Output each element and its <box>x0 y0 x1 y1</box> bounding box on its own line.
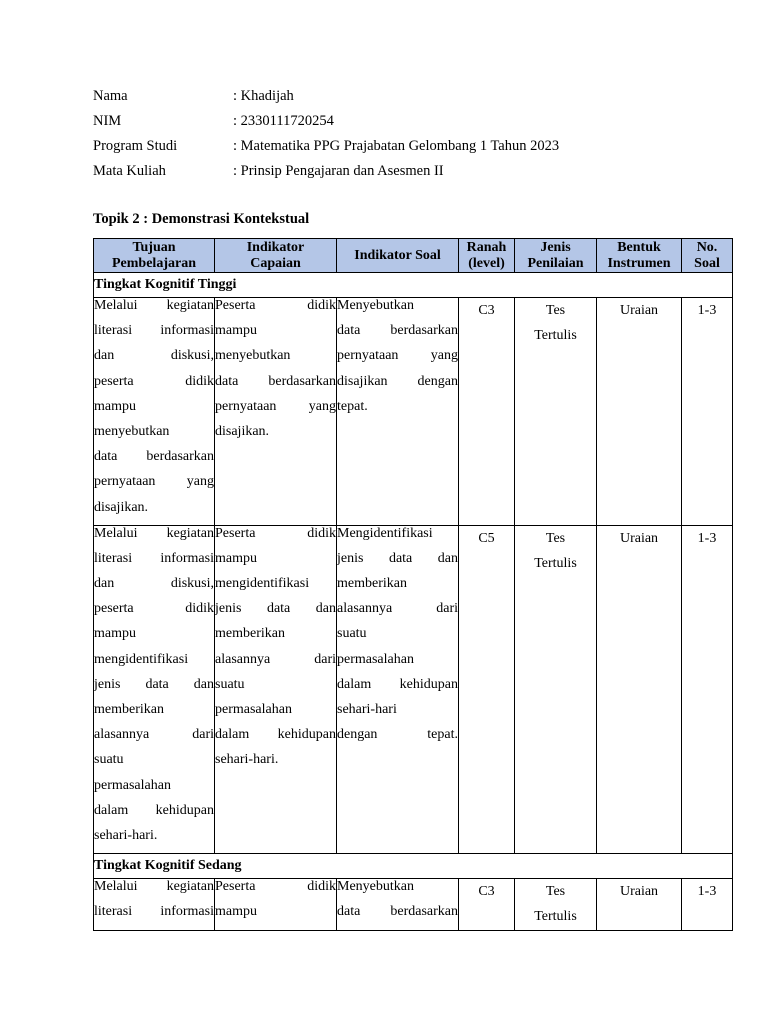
cell-line: sehari-hari. <box>215 752 279 768</box>
table-row <box>94 525 733 853</box>
cell-line: alasannya dari <box>215 651 336 667</box>
cell-soal <box>337 525 459 853</box>
header-indikator-soal: Indikator Soal <box>337 239 459 273</box>
cell-line: data berdasarkan <box>215 373 336 389</box>
cell-line: literasi informasi <box>94 904 214 920</box>
cell-line: sehari-hari <box>337 702 397 717</box>
cell-line: literasi informasi <box>94 323 214 339</box>
cell-line: menyebutkan <box>94 423 170 439</box>
cell-line: mengidentifikasi <box>94 651 189 667</box>
header-jenis-penilaian: Jenis Penilaian <box>515 239 597 273</box>
cell-tujuan <box>94 879 215 930</box>
cell-capaian <box>215 879 337 930</box>
cell-line: dan diskusi, <box>94 576 214 592</box>
cell-line: suatu <box>215 676 245 692</box>
student-info <box>93 86 559 186</box>
header-indikator-capaian: Indikator Capaian <box>215 239 337 273</box>
cell-ranah: C3 <box>459 879 515 930</box>
cell-no: 1-3 <box>682 525 733 853</box>
cell-jenis: Tes Tertulis <box>515 298 597 526</box>
cell-line: tepat. <box>337 398 368 414</box>
header-bentuk-instrumen: Bentuk Instrumen <box>597 239 682 273</box>
cell-line: jenis data dan <box>337 550 458 566</box>
table-row <box>94 298 733 526</box>
cell-line: mampu <box>94 626 136 642</box>
cell-line: mampu <box>94 398 136 414</box>
cell-line: dengan tepat. <box>337 727 458 743</box>
cell-capaian <box>215 298 337 526</box>
cell-line: data berdasarkan <box>94 449 214 465</box>
section-tingkat-tinggi: Tingkat Kognitif Tinggi <box>94 273 733 298</box>
cell-line: Peserta didik <box>215 879 336 895</box>
cell-line: alasannya dari <box>337 601 458 617</box>
cell-line: peserta didik <box>94 601 214 617</box>
table-row <box>94 879 733 930</box>
info-row-program-studi <box>93 136 559 161</box>
cell-bentuk: Uraian <box>597 879 682 930</box>
cell-line: permasalahan <box>215 702 292 717</box>
cell-line: Menyebutkan <box>337 298 414 313</box>
cell-line: peserta didik <box>94 373 214 389</box>
info-label: Program Studi <box>93 138 178 154</box>
cell-line: disajikan dengan <box>337 373 458 389</box>
cell-line: mampu <box>215 904 257 920</box>
cell-line: memberikan <box>94 702 164 717</box>
cell-line: mengidentifikasi <box>215 576 310 592</box>
cell-line: mampu <box>215 550 257 566</box>
cell-line: dalam kehidupan <box>337 676 458 692</box>
cell-tujuan <box>94 525 215 853</box>
info-label: Mata Kuliah <box>93 163 166 179</box>
cell-line: mampu <box>215 323 257 339</box>
info-row-mata-kuliah <box>93 161 559 186</box>
cell-bentuk: Uraian <box>597 298 682 526</box>
info-row-nama <box>93 86 559 111</box>
cell-line: sehari-hari. <box>94 827 158 843</box>
cell-line: jenis data dan <box>215 601 336 617</box>
info-label: NIM <box>93 113 122 129</box>
section-tingkat-sedang: Tingkat Kognitif Sedang <box>94 854 733 879</box>
header-ranah: Ranah (level) <box>459 239 515 273</box>
info-value: : Khadijah <box>233 88 294 104</box>
cell-line: permasalahan <box>337 651 414 667</box>
cell-line: literasi informasi <box>94 550 214 566</box>
assessment-table <box>93 238 733 931</box>
cell-line: memberikan <box>215 626 285 642</box>
cell-bentuk: Uraian <box>597 525 682 853</box>
cell-no: 1-3 <box>682 298 733 526</box>
cell-line: disajikan. <box>94 499 149 515</box>
cell-line: data berdasarkan <box>337 323 458 339</box>
cell-ranah: C5 <box>459 525 515 853</box>
cell-capaian <box>215 525 337 853</box>
cell-line: suatu <box>94 752 124 768</box>
cell-line: Menyebutkan <box>337 879 414 895</box>
cell-line: Mengidentifikasi <box>337 525 433 541</box>
cell-ranah: C3 <box>459 298 515 526</box>
cell-line: suatu <box>337 626 367 642</box>
cell-line: menyebutkan <box>215 348 291 364</box>
info-row-nim <box>93 111 559 136</box>
cell-line: data berdasarkan <box>337 904 458 920</box>
cell-line: dalam kehidupan <box>94 802 214 818</box>
info-value: : Prinsip Pengajaran dan Asesmen II <box>233 163 444 179</box>
cell-line: pernyataan yang <box>337 348 458 364</box>
cell-tujuan <box>94 298 215 526</box>
cell-line: pernyataan yang <box>94 474 214 490</box>
cell-line: pernyataan yang <box>215 398 336 414</box>
cell-line: permasalahan <box>94 777 171 793</box>
cell-jenis: Tes Tertulis <box>515 525 597 853</box>
info-label: Nama <box>93 88 128 104</box>
cell-soal <box>337 298 459 526</box>
header-no-soal: No. Soal <box>682 239 733 273</box>
cell-line: Peserta didik <box>215 298 336 313</box>
cell-line: Melalui kegiatan <box>94 298 214 313</box>
info-value: : Matematika PPG Prajabatan Gelombang 1 Tahun 2023 <box>233 138 560 154</box>
topic-heading: Topik 2 : Demonstrasi Kontekstual <box>93 211 310 227</box>
cell-jenis: Tes Tertulis <box>515 879 597 930</box>
table-header-row <box>94 239 733 273</box>
cell-line: dan diskusi, <box>94 348 214 364</box>
cell-line: dalam kehidupan <box>215 727 336 743</box>
cell-soal <box>337 879 459 930</box>
header-tujuan: Tujuan Pembelajaran <box>94 239 215 273</box>
cell-line: Melalui kegiatan <box>94 525 214 541</box>
cell-no: 1-3 <box>682 879 733 930</box>
cell-line: Melalui kegiatan <box>94 879 214 895</box>
cell-line: memberikan <box>337 576 407 592</box>
info-value: : 2330111720254 <box>233 113 334 129</box>
cell-line: disajikan. <box>215 423 270 439</box>
cell-line: jenis data dan <box>94 676 214 692</box>
cell-line: alasannya dari <box>94 727 214 743</box>
cell-line: Peserta didik <box>215 525 336 541</box>
